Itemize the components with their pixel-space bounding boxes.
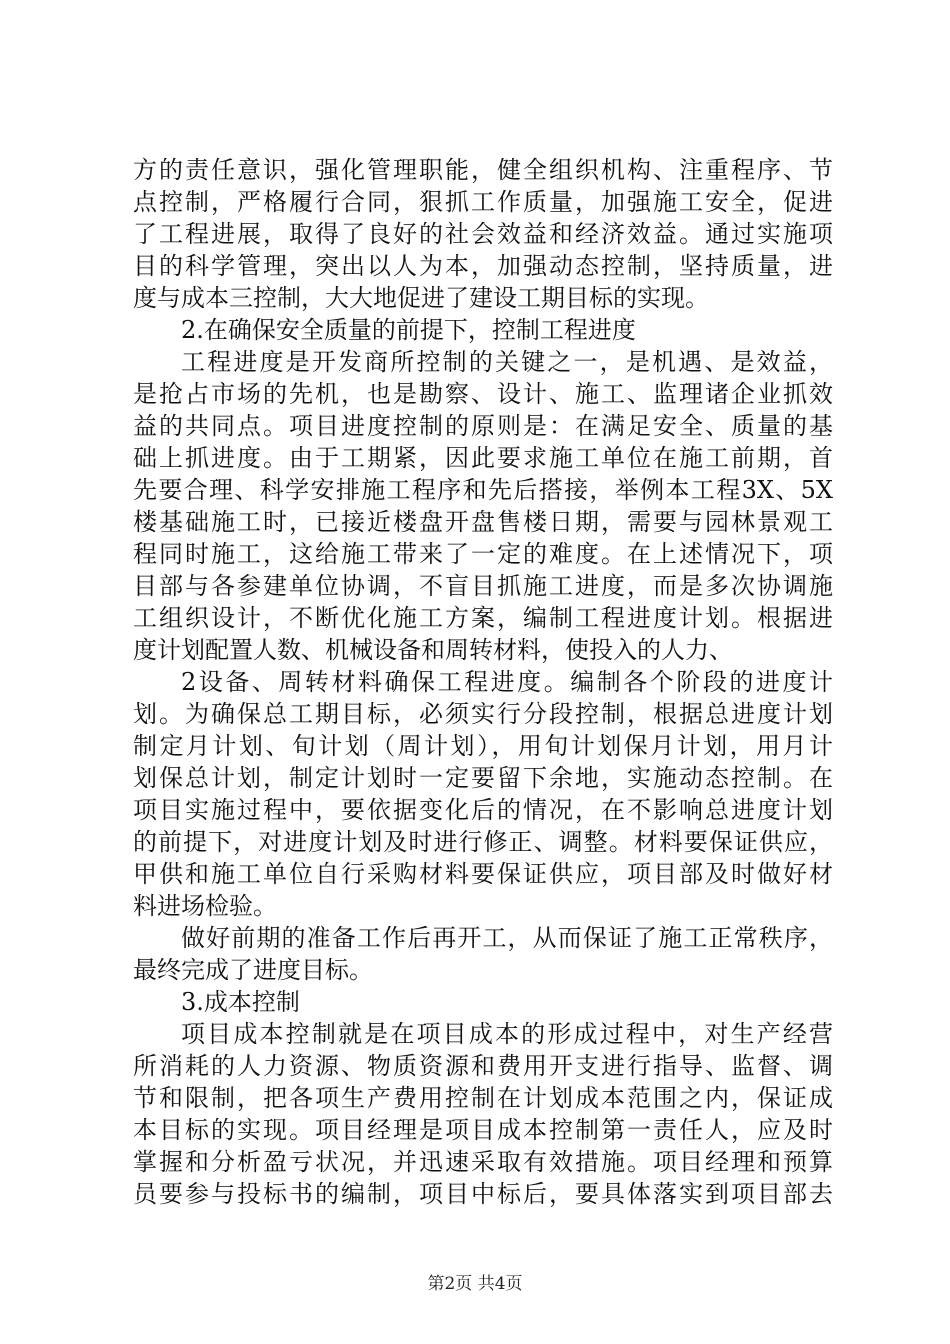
text-line: 划保总计划，制定计划时一定要留下余地，实施动态控制。在 <box>133 764 833 792</box>
text-line: 是抢占市场的先机，也是勘察、设计、施工、监理诸企业抓效 <box>133 380 833 408</box>
page-number: 第2页 共4页 <box>427 1274 523 1294</box>
text-line: 方的责任意识，强化管理职能，健全组织机构、注重程序、节 <box>133 156 833 184</box>
text-line: 的前提下，对进度计划及时进行修正、调整。材料要保证供应， <box>133 828 833 856</box>
text-line: 节和限制，把各项生产费用控制在计划成本范围之内，保证成 <box>133 1084 833 1112</box>
text-line: 划。为确保总工期目标，必须实行分段控制，根据总进度计划 <box>133 700 833 728</box>
text-line: 料进场检验。 <box>133 892 277 920</box>
text-line: 3.成本控制 <box>181 988 300 1016</box>
text-line: 程同时施工，这给施工带来了一定的难度。在上述情况下，项 <box>133 540 833 568</box>
text-line: 2设备、周转材料确保工程进度。编制各个阶段的进度计 <box>181 668 833 696</box>
text-line: 2.在确保安全质量的前提下，控制工程进度 <box>181 316 636 344</box>
text-line: 制定月计划、旬计划（周计划），用旬计划保月计划，用月计 <box>133 732 833 760</box>
page-footer <box>0 1273 950 1295</box>
text-line: 做好前期的准备工作后再开工，从而保证了施工正常秩序， <box>181 924 833 952</box>
text-line: 项目实施过程中，要依据变化后的情况，在不影响总进度计划 <box>133 796 833 824</box>
text-line: 度计划配置人数、机械设备和周转材料，使投入的人力、 <box>133 636 733 664</box>
text-line: 工程进度是开发商所控制的关键之一，是机遇、是效益， <box>181 348 833 376</box>
document-body <box>133 154 833 1210</box>
text-line: 所消耗的人力资源、物质资源和费用开支进行指导、监督、调 <box>133 1052 833 1080</box>
text-line: 目的科学管理，突出以人为本，加强动态控制，坚持质量，进 <box>133 252 833 280</box>
text-line: 项目成本控制就是在项目成本的形成过程中，对生产经营 <box>181 1020 833 1048</box>
text-line: 掌握和分析盈亏状况，并迅速采取有效措施。项目经理和预算 <box>133 1148 833 1176</box>
text-line: 最终完成了进度目标。 <box>133 956 373 984</box>
text-line: 目部与各参建单位协调，不盲目抓施工进度，而是多次协调施 <box>133 572 833 600</box>
text-line: 甲供和施工单位自行采购材料要保证供应，项目部及时做好材 <box>133 860 833 888</box>
text-line: 益的共同点。项目进度控制的原则是：在满足安全、质量的基 <box>133 412 833 440</box>
text-line: 度与成本三控制，大大地促进了建设工期目标的实现。 <box>133 284 709 312</box>
text-line: 了工程进展，取得了良好的社会效益和经济效益。通过实施项 <box>133 220 833 248</box>
text-line: 点控制，严格履行合同，狠抓工作质量，加强施工安全，促进 <box>133 188 833 216</box>
text-line: 楼基础施工时，已接近楼盘开盘售楼日期，需要与园林景观工 <box>133 508 833 536</box>
text-line: 本目标的实现。项目经理是项目成本控制第一责任人，应及时 <box>133 1116 833 1144</box>
text-line: 工组织设计，不断优化施工方案，编制工程进度计划。根据进 <box>133 604 833 632</box>
text-line: 员要参与投标书的编制，项目中标后，要具体落实到项目部去 <box>133 1180 833 1208</box>
text-line: 础上抓进度。由于工期紧，因此要求施工单位在施工前期，首 <box>133 444 833 472</box>
text-line: 先要合理、科学安排施工程序和先后搭接，举例本工程3X、5X <box>133 476 833 504</box>
